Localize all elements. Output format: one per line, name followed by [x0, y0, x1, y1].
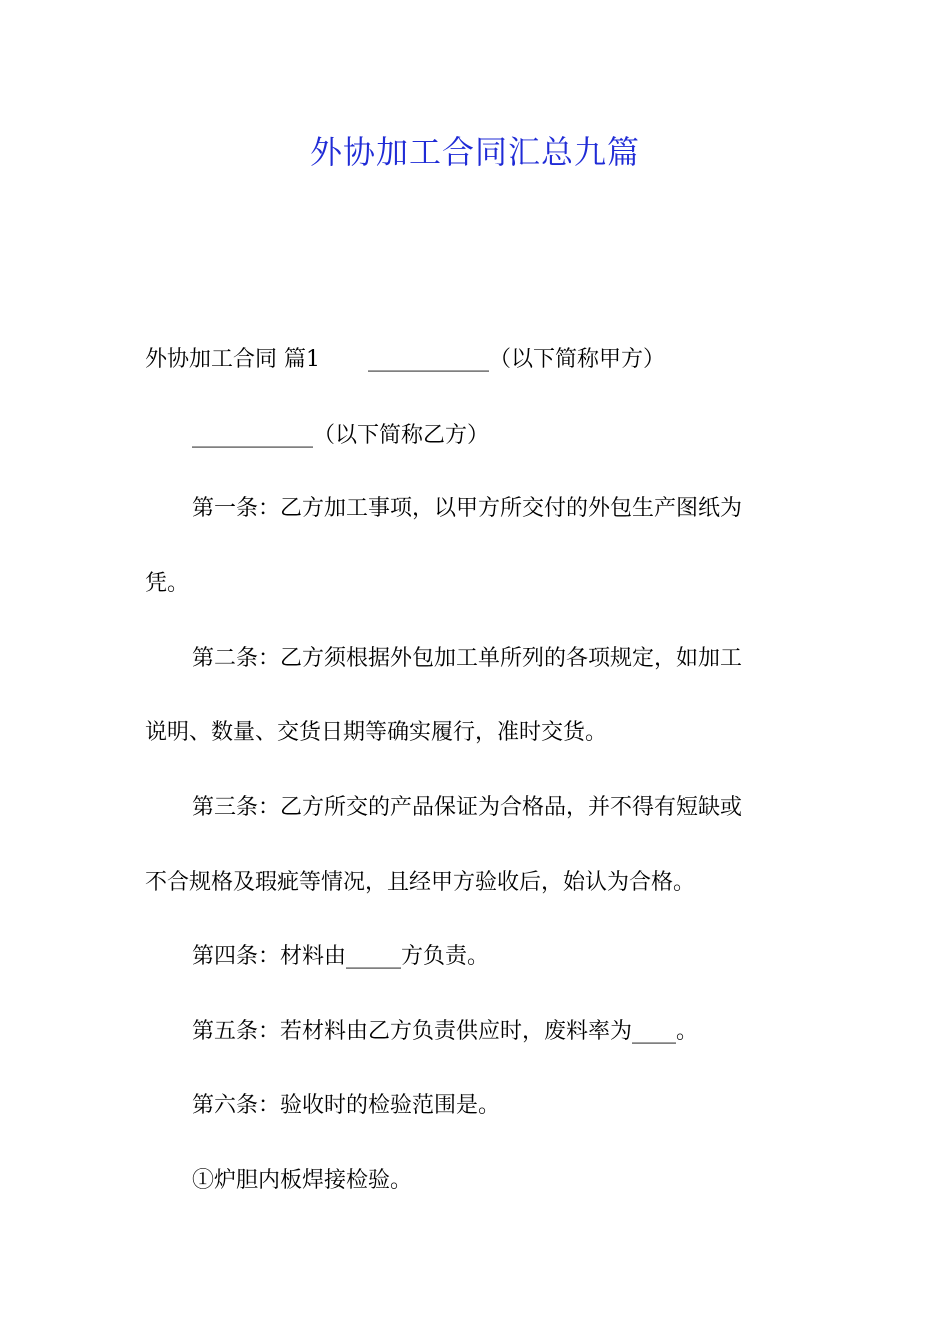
party-a-line: ___________（以下简称甲方） [368, 347, 666, 372]
article-1-line-2: 凭。 [145, 571, 190, 596]
heading-line [145, 345, 810, 375]
page-title: 外协加工合同汇总九篇 [309, 133, 640, 171]
section-heading: 外协加工合同 篇1 [145, 347, 320, 372]
article-6: 第六条：验收时的检验范围是。 [192, 1093, 501, 1118]
inspection-item-1: ①炉胆内板焊接检验。 [192, 1168, 413, 1193]
article-5: 第五条：若材料由乙方负责供应时，废料率为____。 [192, 1019, 699, 1044]
article-2-line-1: 第二条：乙方须根据外包加工单所列的各项规定，如加工 [192, 646, 743, 671]
article-4: 第四条：材料由_____方负责。 [192, 944, 490, 969]
article-2-line-2: 说明、数量、交货日期等确实履行，准时交货。 [145, 720, 608, 745]
party-b-line: ___________（以下简称乙方） [192, 423, 490, 448]
article-3-line-2: 不合规格及瑕疵等情况，且经甲方验收后，始认为合格。 [145, 870, 696, 895]
article-3-line-1: 第三条：乙方所交的产品保证为合格品，并不得有短缺或 [192, 795, 743, 820]
article-1-line-1: 第一条：乙方加工事项，以甲方所交付的外包生产图纸为 [192, 496, 743, 521]
